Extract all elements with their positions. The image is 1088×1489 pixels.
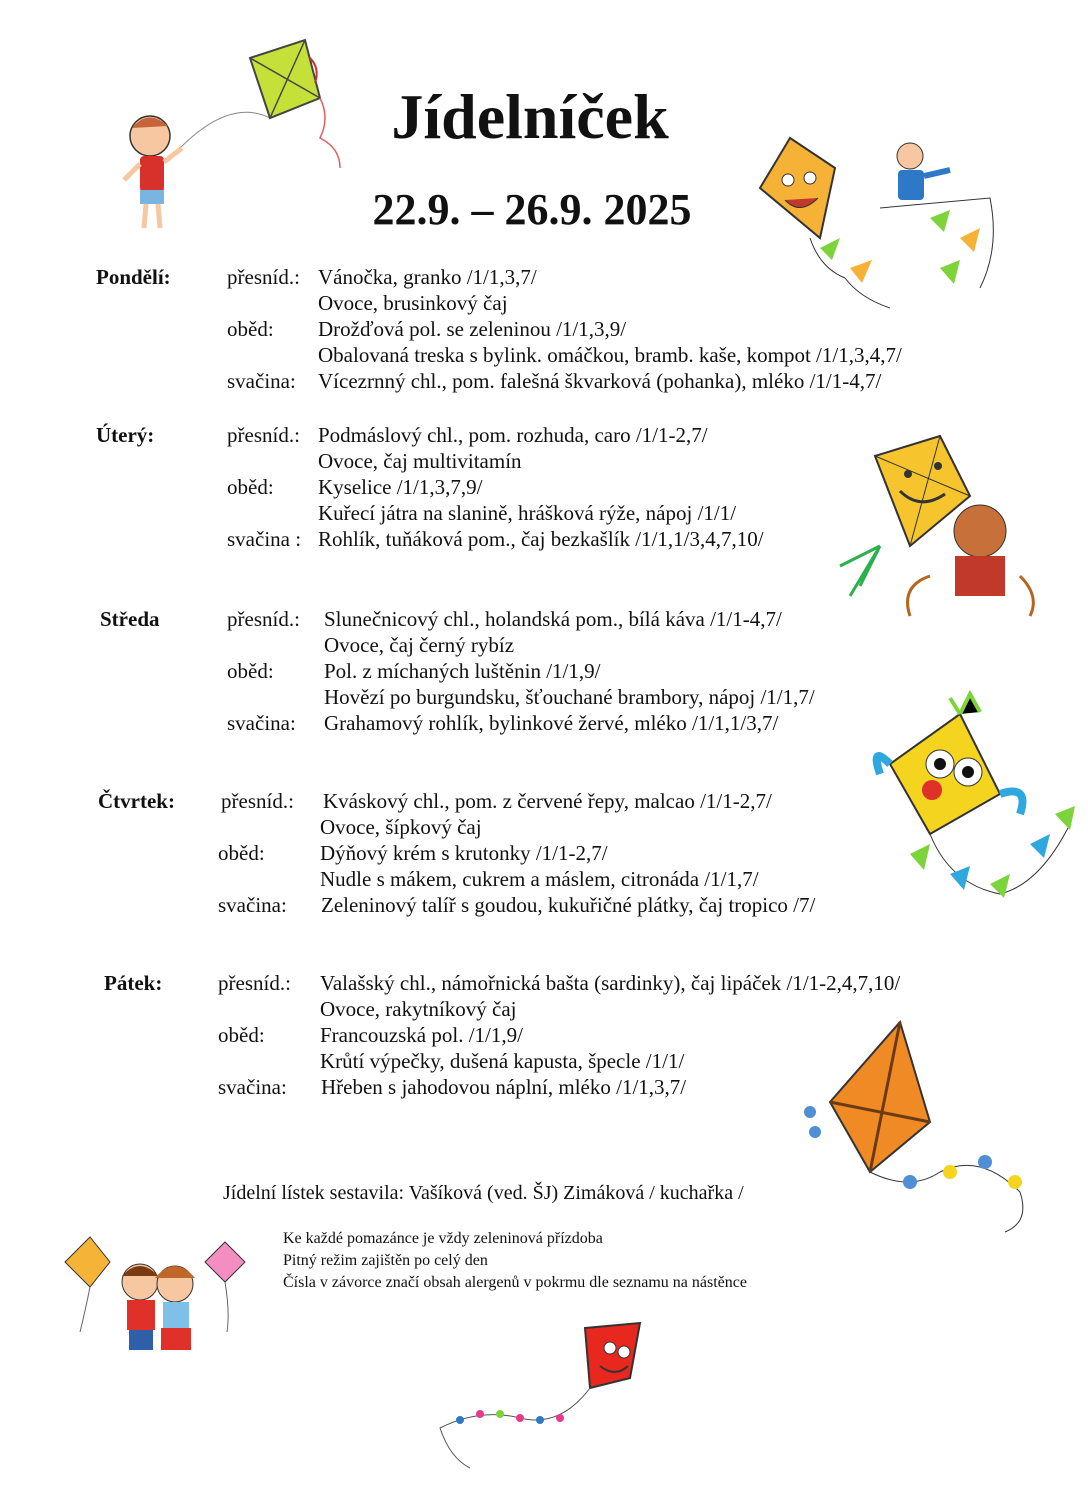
boy-with-kite-icon: [110, 38, 360, 238]
yellow-kite-face-icon: [860, 694, 1080, 922]
row-label: oběd:: [218, 1023, 265, 1047]
row-label: svačina :: [227, 527, 302, 551]
page-title: Jídelníček: [391, 81, 669, 152]
row-text: Francouzská pol. /1/1,9/: [320, 1023, 523, 1047]
row-label: oběd:: [227, 475, 274, 499]
row-text: Nudle s mákem, cukrem a máslem, citronáda /1/1,7/: [320, 867, 759, 891]
row-text: Kváskový chl., pom. z červené řepy, malcao /1/1-2,7/: [323, 789, 772, 813]
row-label: svačina:: [218, 893, 287, 917]
row-text: Ovoce, rakytníkový čaj: [320, 997, 517, 1021]
row-label: oběd:: [227, 659, 274, 683]
day-thursday: Čtvrtek:: [98, 789, 175, 813]
day-friday: Pátek:: [104, 971, 163, 995]
row-text: Slunečnicový chl., holandská pom., bílá káva /1/1-4,7/: [324, 607, 782, 631]
row-label: přesníd.:: [227, 607, 300, 631]
row-text: Podmáslový chl., pom. rozhuda, caro /1/1-2,7/: [318, 423, 708, 447]
row-text: Ovoce, čaj černý rybíz: [324, 633, 515, 657]
footer-author: Jídelní lístek sestavila: Vašíková (ved. ŠJ) Zimáková / kuchařka /: [223, 1182, 744, 1204]
day-wednesday: Středa: [100, 607, 160, 631]
row-text: Kuřecí játra na slanině, hrášková rýže, nápoj /1/1/: [318, 501, 737, 525]
red-kite-icon: [430, 1318, 650, 1478]
row-label: přesníd.:: [227, 423, 300, 447]
row-text: Pol. z míchaných luštěnin /1/1,9/: [324, 659, 601, 683]
row-text: Drožďová pol. se zeleninou /1/1,3,9/: [318, 317, 627, 341]
row-text: Zeleninový talíř s goudou, kukuřičné plátky, čaj tropico /7/: [321, 893, 816, 917]
row-label: oběd:: [227, 317, 274, 341]
day-tuesday: Úterý:: [96, 423, 155, 447]
row-text: Valašský chl., námořnická bašta (sardinky), čaj lipáček /1/1-2,4,7,10/: [320, 971, 901, 995]
note-line: Ke každé pomazánce je vždy zeleninová přízdoba: [283, 1230, 603, 1247]
row-text: Obalovaná treska s bylink. omáčkou, bramb. kaše, kompot /1/1,3,4,7/: [318, 343, 902, 367]
row-text: Dýňový krém s krutonky /1/1-2,7/: [320, 841, 608, 865]
row-text: Grahamový rohlík, bylinkové žervé, mléko /1/1,1/3,7/: [324, 711, 779, 735]
row-label: svačina:: [227, 369, 296, 393]
row-label: přesníd.:: [227, 265, 300, 289]
row-text: Vícezrnný chl., pom. falešná škvarková (pohanka), mléko /1/1-4,7/: [318, 369, 882, 393]
row-label: oběd:: [218, 841, 265, 865]
note-line: Čísla v závorce značí obsah alergenů v pokrmu dle seznamu na nástěnce: [283, 1274, 747, 1291]
row-text: Rohlík, tuňáková pom., čaj bezkašlík /1/1,1/3,4,7,10/: [318, 527, 764, 551]
row-label: přesníd.:: [218, 971, 291, 995]
day-monday: Pondělí:: [96, 265, 171, 289]
row-label: přesníd.:: [221, 789, 294, 813]
kite-face-and-boy-icon: [750, 128, 1010, 318]
row-text: Vánočka, granko /1/1,3,7/: [318, 265, 537, 289]
row-text: Hřeben s jahodovou náplní, mléko /1/1,3,7/: [321, 1075, 687, 1099]
row-label: svačina:: [218, 1075, 287, 1099]
row-text: Ovoce, šípkový čaj: [320, 815, 482, 839]
row-text: Ovoce, brusinkový čaj: [318, 291, 508, 315]
row-text: Ovoce, čaj multivitamín: [318, 449, 522, 473]
row-text: Krůtí výpečky, dušená kapusta, špecle /1/1/: [320, 1049, 685, 1073]
yellow-kite-boy-icon: [820, 436, 1050, 636]
children-with-kites-icon: [55, 1232, 255, 1392]
orange-kite-icon: [800, 1022, 1030, 1234]
date-range: 22.9. – 26.9. 2025: [372, 185, 692, 234]
row-text: Hovězí po burgundsku, šťouchané brambory, nápoj /1/1,7/: [324, 685, 815, 709]
row-text: Kyselice /1/1,3,7,9/: [318, 475, 483, 499]
note-line: Pitný režim zajištěn po celý den: [283, 1252, 488, 1269]
row-label: svačina:: [227, 711, 296, 735]
